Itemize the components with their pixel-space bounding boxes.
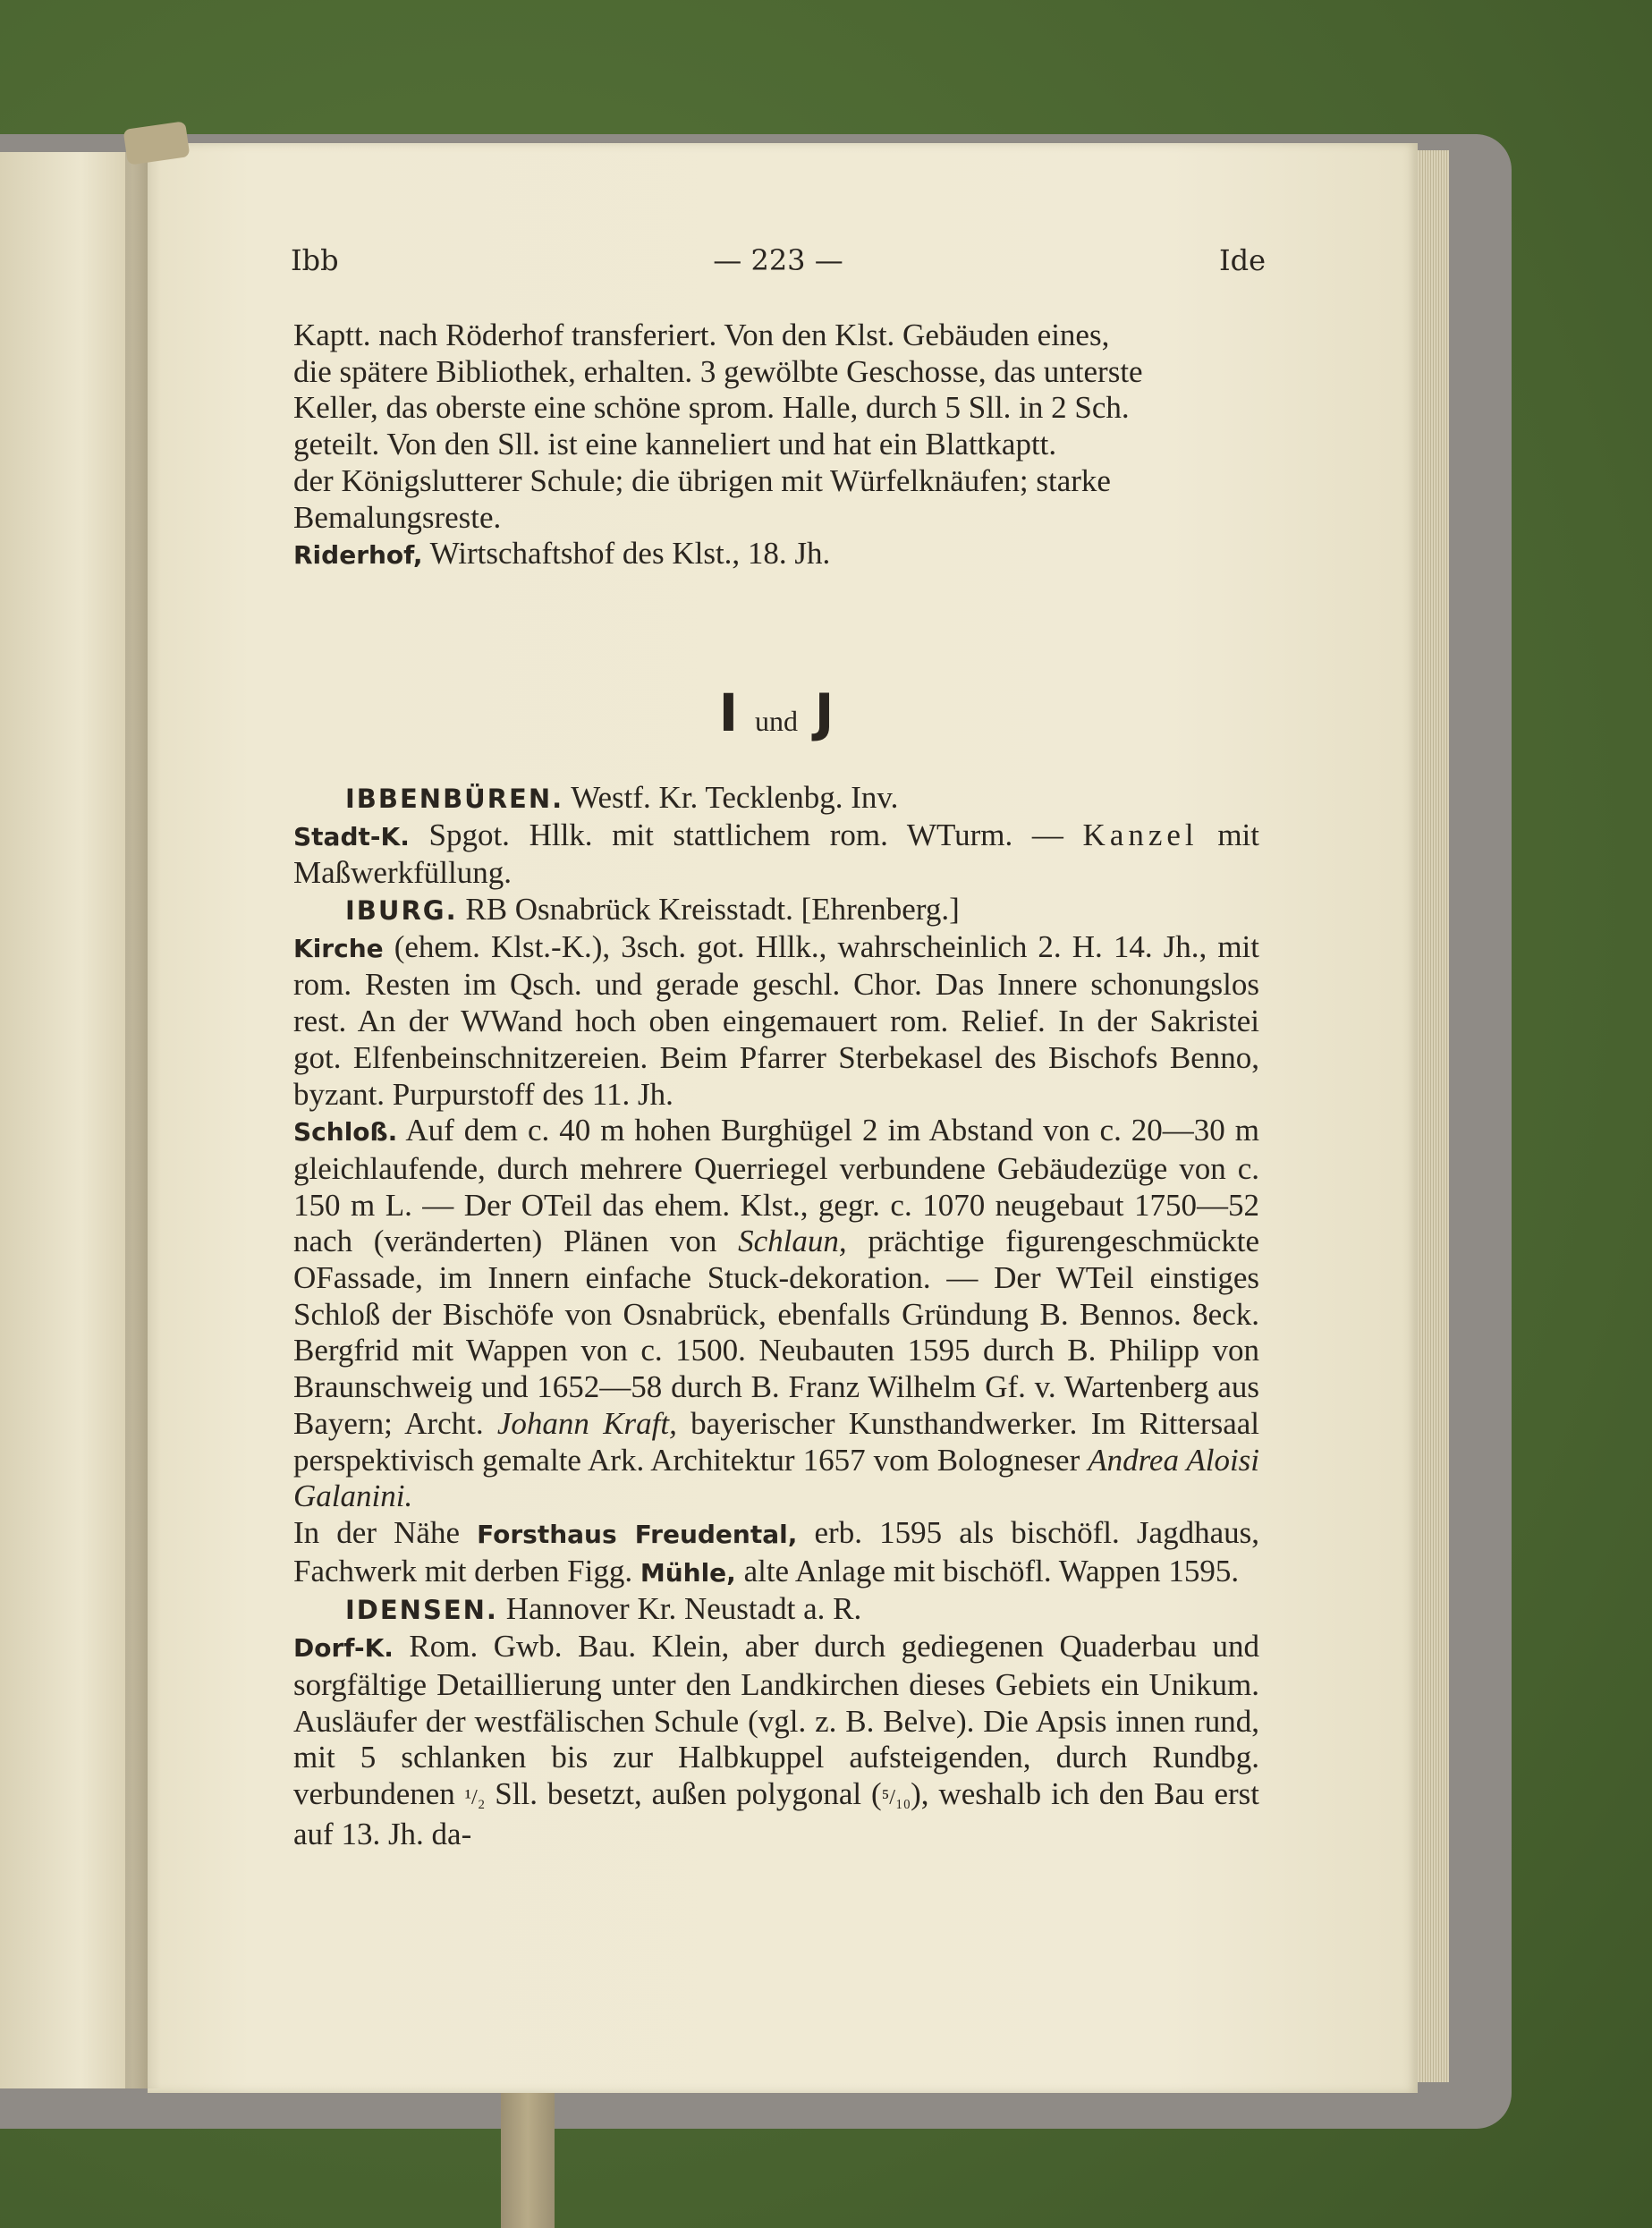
iburg-kirche	[293, 929, 1259, 1114]
place-location: Hannover Kr. Neustadt a. R.	[497, 1591, 862, 1627]
text-line: der Königslutterer Schule; die übrigen mit Würfelknäufen; starke	[293, 462, 1111, 498]
spaced-keyword: Kanzel	[1082, 817, 1199, 852]
page-body	[293, 318, 1259, 1852]
place-name: IBBENBÜREN.	[345, 783, 564, 814]
entry-text: Rom. Gwb. Bau. Klein, aber durch gediegenen Quaderbau und sorgfältige Detaillierung unter den Landkirchen dieses Gebiets ein Unikum. Ausläufer der westfälischen Schule (vgl. z. B. Belve). Die Apsis innen rund, mit 5 schlanken bis zur Halbkuppel aufsteigenden, durch Rundbg. verbundenen	[293, 1629, 1259, 1811]
entry-text: prächtige figurengeschmückte OFassade, im Innern einfache Stuck-dekoration. — Der WTeil einstiges Schloß der Bischöfe von Osnabrück, ebenfalls Gründung B. Bennos. 8eck. Bergfrid mit Wappen von c. 1500. Neubauten 1595 durch B. Philipp von Braunschweig und 1652—58 durch B. Franz Wilhelm Gf. v. Wartenberg aus Bayern; Archt.	[293, 1224, 1260, 1441]
entry-text: Sll. besetzt, außen polygonal (	[485, 1775, 882, 1811]
running-header	[291, 243, 1266, 288]
keyword: Dorf-K.	[293, 1633, 394, 1664]
keyword: Schloß.	[293, 1117, 398, 1148]
entry-text: bayerischer Kunsthandwerker. Im Rittersaal perspektivisch gemalte Ark. Architektur 1657 vom Bologneser	[293, 1405, 1259, 1478]
text-line: geteilt. Von den Sll. ist eine kanneliert und hat ein Blattkaptt.	[293, 427, 1057, 462]
iburg-naehe	[293, 1515, 1259, 1591]
entry-text: mit Maßwerkfüllung.	[293, 817, 1259, 891]
text-line: Bemalungsreste.	[293, 499, 502, 535]
entry-text: alte Anlage mit bischöfl. Wappen 1595.	[735, 1553, 1240, 1588]
header-right: Ide	[1218, 243, 1266, 277]
page-edges	[1418, 150, 1449, 2082]
entry-text: erb. 1595 als bischöfl. Jagdhaus, Fachwerk mit derben Figg.	[293, 1514, 1259, 1588]
entry-text: Wirtschaftshof des Klst., 18. Jh.	[422, 536, 831, 572]
iburg-schloss	[293, 1113, 1259, 1515]
architect-name: Johann Kraft,	[496, 1405, 677, 1441]
fraction: ⁵/₁₀	[881, 1784, 911, 1809]
place-name: IBURG.	[345, 895, 458, 927]
entry-text: In der Nähe	[293, 1514, 478, 1550]
fraction: ¹/₂	[464, 1784, 486, 1809]
header-left: Ibb	[291, 243, 339, 277]
entry-text: Auf dem c. 40 m hohen Burghügel 2 im Abstand von c. 20—30 m gleichlaufende, durch mehrere Querriegel verbundene Gebäudezüge von c. 150 m L. — Der OTeil das ehem. Klst., gegr. c. 1070 neugebaut 1750—52 nach (veränderten) Plänen von	[293, 1113, 1259, 1259]
section-und: und	[755, 704, 798, 737]
entry-riderhof	[293, 536, 1259, 574]
keyword: Kirche	[293, 933, 384, 963]
entry-iburg	[293, 892, 1259, 929]
paragraph-continued	[293, 318, 1259, 536]
place-name: IDENSEN.	[345, 1595, 498, 1626]
entry-ibbenbueren	[293, 780, 1259, 817]
section-letter-j: J	[814, 682, 834, 743]
idensen-dorfk	[293, 1629, 1259, 1852]
text-line: Kaptt. nach Röderhof transferiert. Von den Klst. Gebäuden eines,	[293, 318, 1110, 352]
keyword: Riderhof,	[293, 540, 423, 571]
page-number: — 223 —	[713, 243, 843, 277]
entry-text: (ehem. Klst.-K.), 3sch. got. Hllk., wahrscheinlich 2. H. 14. Jh., mit rom. Resten im Qsch. und gerade geschl. Chor. Das Innere schonungslos rest. An der WWand hoch oben eingemauert rom. Relief. In der Sakristei got. Elfenbeinschnitzereien. Beim Pfarrer Sterbekasel des Bischofs Benno, byzant. Purpurstoff des 11. Jh.	[293, 928, 1259, 1112]
keyword: Mühle,	[640, 1557, 736, 1588]
architect-name: Schlaun,	[738, 1224, 847, 1259]
keyword: Forsthaus Freudental,	[477, 1519, 798, 1549]
text-line: Keller, das oberste eine schöne sprom. Halle, durch 5 Sll. in 2 Sch.	[293, 390, 1130, 426]
artist-name: Andrea Aloisi Galanini.	[293, 1442, 1260, 1514]
gutter-shadow	[125, 152, 161, 2088]
text-line: die spätere Bibliothek, erhalten. 3 gewölbte Geschosse, das unterste	[293, 353, 1143, 389]
entry-idensen	[293, 1591, 1259, 1629]
entry-text: ), weshalb ich den Bau erst auf 13. Jh. da-	[293, 1775, 1259, 1851]
bookmark-ribbon-bottom	[501, 2093, 555, 2228]
entry-text: Spgot. Hllk. mit stattlichem rom. WTurm. —	[409, 817, 1083, 852]
place-location: RB Osnabrück Kreisstadt. [Ehrenberg.]	[457, 892, 960, 928]
keyword: Stadt-K.	[293, 821, 410, 851]
section-heading	[293, 646, 1259, 780]
place-location: Westf. Kr. Tecklenbg. Inv.	[563, 779, 899, 815]
section-letter-i: I	[718, 682, 739, 743]
ibbenbueren-stadtk	[293, 817, 1259, 892]
